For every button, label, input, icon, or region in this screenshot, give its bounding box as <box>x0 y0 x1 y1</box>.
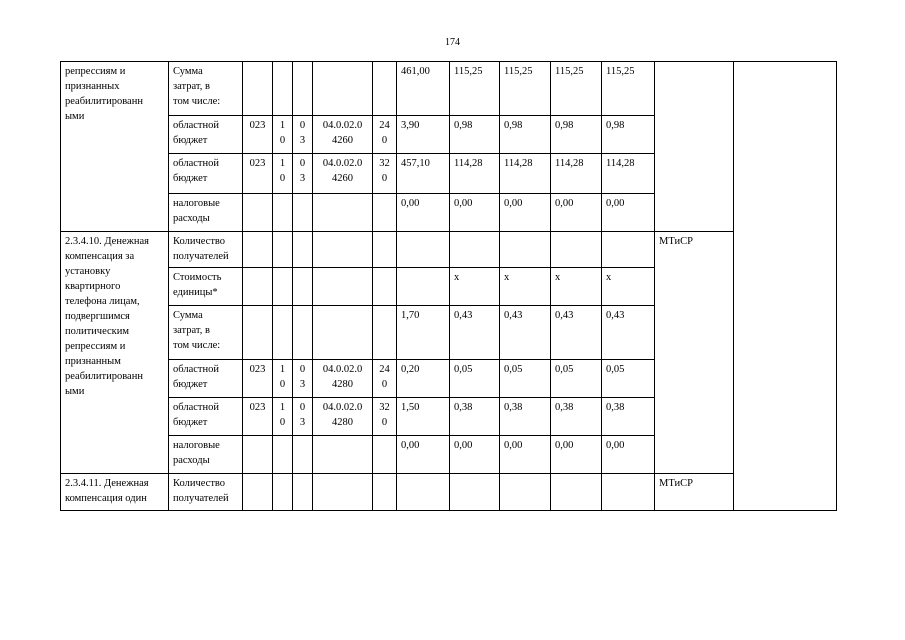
total-value <box>397 268 450 306</box>
year-3-value: 0,05 <box>551 360 602 398</box>
year-4-value: х <box>602 268 655 306</box>
total-value: 1,50 <box>397 398 450 436</box>
year-2-value: 0,43 <box>500 306 551 360</box>
total-value: 0,00 <box>397 436 450 474</box>
target-article-code <box>313 436 373 474</box>
year-2-value: 0,00 <box>500 436 551 474</box>
year-4-value: 0,38 <box>602 398 655 436</box>
target-article-code <box>313 306 373 360</box>
year-1-value: 115,25 <box>450 62 500 116</box>
grbs-code <box>243 306 273 360</box>
target-article-code: 04.0.02.0 4280 <box>313 398 373 436</box>
grbs-code <box>243 436 273 474</box>
year-2-value: х <box>500 268 551 306</box>
year-2-value: 0,38 <box>500 398 551 436</box>
year-3-value: 114,28 <box>551 154 602 194</box>
expense-type-code: 32 0 <box>373 154 397 194</box>
subsection-code <box>293 474 313 511</box>
measure-description: репрессиям и признанных реабилитированн ыми <box>61 62 169 232</box>
year-1-value: 114,28 <box>450 154 500 194</box>
year-4-value: 0,98 <box>602 116 655 154</box>
year-1-value: 0,38 <box>450 398 500 436</box>
expense-type-code <box>373 232 397 268</box>
total-value: 0,00 <box>397 194 450 232</box>
section-code <box>273 194 293 232</box>
target-article-code: 04.0.02.0 4280 <box>313 360 373 398</box>
total-value: 1,70 <box>397 306 450 360</box>
indicator-cell: Стоимость единицы* <box>169 268 243 306</box>
grbs-code <box>243 194 273 232</box>
indicator-cell: Количество получателей <box>169 232 243 268</box>
total-value <box>397 474 450 511</box>
indicator-cell: областной бюджет <box>169 360 243 398</box>
expense-type-code: 24 0 <box>373 360 397 398</box>
budget-table <box>60 61 837 511</box>
expense-type-code <box>373 306 397 360</box>
year-3-value: 0,00 <box>551 436 602 474</box>
executor-cell: МТиСР <box>655 232 734 474</box>
year-1-value <box>450 474 500 511</box>
target-article-code: 04.0.02.0 4260 <box>313 116 373 154</box>
year-1-value: 0,05 <box>450 360 500 398</box>
section-code <box>273 474 293 511</box>
year-4-value: 0,05 <box>602 360 655 398</box>
year-4-value: 0,00 <box>602 194 655 232</box>
grbs-code: 023 <box>243 154 273 194</box>
subsection-code: 0 3 <box>293 154 313 194</box>
section-code <box>273 436 293 474</box>
year-4-value: 114,28 <box>602 154 655 194</box>
executor-cell: МТиСР <box>655 474 734 511</box>
indicator-cell: налоговые расходы <box>169 436 243 474</box>
expense-type-code: 32 0 <box>373 398 397 436</box>
section-code <box>273 268 293 306</box>
subsection-code <box>293 306 313 360</box>
section-code: 1 0 <box>273 154 293 194</box>
indicator-cell: областной бюджет <box>169 398 243 436</box>
expense-type-code <box>373 436 397 474</box>
year-2-value: 115,25 <box>500 62 551 116</box>
subsection-code <box>293 62 313 116</box>
grbs-code: 023 <box>243 360 273 398</box>
section-code: 1 0 <box>273 398 293 436</box>
expense-type-code: 24 0 <box>373 116 397 154</box>
total-value: 461,00 <box>397 62 450 116</box>
indicator-cell: областной бюджет <box>169 154 243 194</box>
year-4-value: 0,00 <box>602 436 655 474</box>
year-2-value: 114,28 <box>500 154 551 194</box>
target-article-code <box>313 474 373 511</box>
target-article-code <box>313 232 373 268</box>
year-4-value: 115,25 <box>602 62 655 116</box>
year-2-value <box>500 232 551 268</box>
indicator-cell: налоговые расходы <box>169 194 243 232</box>
page-number: 174 <box>445 37 460 48</box>
year-2-value: 0,00 <box>500 194 551 232</box>
year-3-value: 0,43 <box>551 306 602 360</box>
grbs-code <box>243 474 273 511</box>
executor-cell <box>655 62 734 232</box>
notes-column <box>734 62 837 511</box>
year-1-value: 0,00 <box>450 194 500 232</box>
subsection-code <box>293 268 313 306</box>
total-value <box>397 232 450 268</box>
target-article-code <box>313 194 373 232</box>
table-row <box>61 232 837 268</box>
subsection-code <box>293 436 313 474</box>
year-3-value: 0,98 <box>551 116 602 154</box>
year-2-value <box>500 474 551 511</box>
target-article-code <box>313 268 373 306</box>
section-code <box>273 232 293 268</box>
measure-description: 2.3.4.11. Денежная компенсация один <box>61 474 169 511</box>
year-1-value: 0,98 <box>450 116 500 154</box>
total-value: 3,90 <box>397 116 450 154</box>
indicator-cell: Сумма затрат, в том числе: <box>169 62 243 116</box>
total-value: 457,10 <box>397 154 450 194</box>
expense-type-code <box>373 194 397 232</box>
year-3-value <box>551 232 602 268</box>
year-3-value: 0,00 <box>551 194 602 232</box>
subsection-code <box>293 232 313 268</box>
year-4-value <box>602 474 655 511</box>
subsection-code <box>293 194 313 232</box>
indicator-cell: Количество получателей <box>169 474 243 511</box>
total-value: 0,20 <box>397 360 450 398</box>
year-3-value: 115,25 <box>551 62 602 116</box>
target-article-code: 04.0.02.0 4260 <box>313 154 373 194</box>
measure-description: 2.3.4.10. Денежная компенсация за установку квартирного телефона лицам, подвергшимся политическим репрессиям и признанным реабилитированн ыми <box>61 232 169 474</box>
section-code: 1 0 <box>273 360 293 398</box>
year-1-value: 0,43 <box>450 306 500 360</box>
section-code: 1 0 <box>273 116 293 154</box>
subsection-code: 0 3 <box>293 116 313 154</box>
year-1-value <box>450 232 500 268</box>
expense-type-code <box>373 268 397 306</box>
table-row <box>61 474 837 511</box>
year-2-value: 0,98 <box>500 116 551 154</box>
grbs-code: 023 <box>243 116 273 154</box>
target-article-code <box>313 62 373 116</box>
grbs-code <box>243 62 273 116</box>
indicator-cell: областной бюджет <box>169 116 243 154</box>
expense-type-code <box>373 474 397 511</box>
year-1-value: 0,00 <box>450 436 500 474</box>
year-4-value: 0,43 <box>602 306 655 360</box>
year-3-value <box>551 474 602 511</box>
section-code <box>273 306 293 360</box>
table-row <box>61 62 837 116</box>
indicator-cell: Сумма затрат, в том числе: <box>169 306 243 360</box>
year-3-value: 0,38 <box>551 398 602 436</box>
expense-type-code <box>373 62 397 116</box>
year-1-value: х <box>450 268 500 306</box>
year-2-value: 0,05 <box>500 360 551 398</box>
grbs-code <box>243 232 273 268</box>
year-3-value: х <box>551 268 602 306</box>
subsection-code: 0 3 <box>293 360 313 398</box>
subsection-code: 0 3 <box>293 398 313 436</box>
year-4-value <box>602 232 655 268</box>
section-code <box>273 62 293 116</box>
grbs-code <box>243 268 273 306</box>
grbs-code: 023 <box>243 398 273 436</box>
